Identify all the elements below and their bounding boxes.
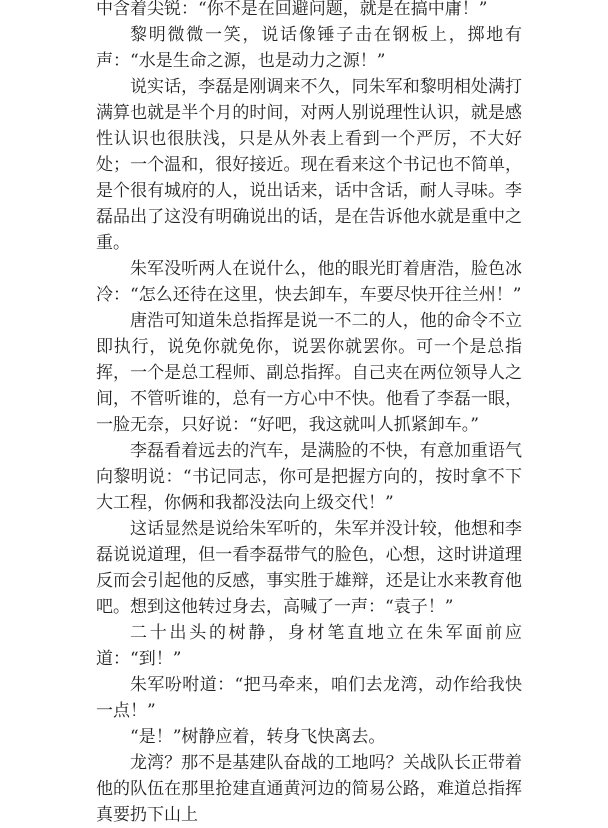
- paragraph: 唐浩可知道朱总指挥是说一不二的人，他的命令不立即执行，说免你就免你，说罢你就罢你。可一个是总指挥，一个是总工程师、副总指挥。自己夹在两位领导人之间，不管听谁的，总有一方心中不快。他看了李磊一眼，一脸无奈，只好说：“好吧，我这就叫人抓紧卸车。”: [96, 311, 522, 435]
- paragraph: 朱军没听两人在说什么，他的眼光盯着唐浩，脸色冰冷：“怎么还待在这里，快去卸车，车要尽快开往兰州！”: [96, 259, 522, 305]
- paragraph: 李磊看着远去的汽车，是满脸的不快，有意加重语气向黎明说：“书记同志，你可是把握方向的，按时拿不下大工程，你俩和我都没法向上级交代！”: [96, 441, 522, 513]
- paragraph: 龙湾？那不是基建队奋战的工地吗？关战队长正带着他的队伍在那里抢建直通黄河边的简易公路，难道总指挥真要扔下山上: [96, 753, 522, 825]
- paragraph: 朱军吩咐道：“把马牵来，咱们去龙湾，动作给我快一点！”: [96, 675, 522, 721]
- paragraph: 中含着尖锐：“你不是在回避问题，就是在搞中庸！”: [96, 0, 488, 19]
- paragraph: 黎明微微一笑，说话像锤子击在钢板上，掷地有声：“水是生命之源，也是动力之源！”: [96, 25, 522, 71]
- paragraph: 说实话，李磊是刚调来不久，同朱军和黎明相处满打满算也就是半个月的时间，对两人别说理性认识，就是感性认识也很肤浅，只是从外表上看到一个严厉，不大好处；一个温和，很好接近。现在看来这个书记也不简单，是个很有城府的人，说出话来，话中含话，耐人寻味。李磊品出了这没有明确说出的话，是在告诉他水就是重中之重。: [96, 77, 522, 253]
- paragraph: “是！”树静应着，转身飞快离去。: [130, 727, 386, 747]
- text-page: [96, 0, 522, 828]
- paragraph: 这话显然是说给朱军听的，朱军并没计较，他想和李磊说说道理，但一看李磊带气的脸色，心想，这时讲道理反而会引起他的反感，事实胜于雄辩，还是让水来教育他吧。想到这他转过身去，高喊了一声：“袁子！”: [96, 519, 522, 617]
- paragraph: 二十出头的树静，身材笔直地立在朱军面前应道：“到！”: [96, 623, 522, 669]
